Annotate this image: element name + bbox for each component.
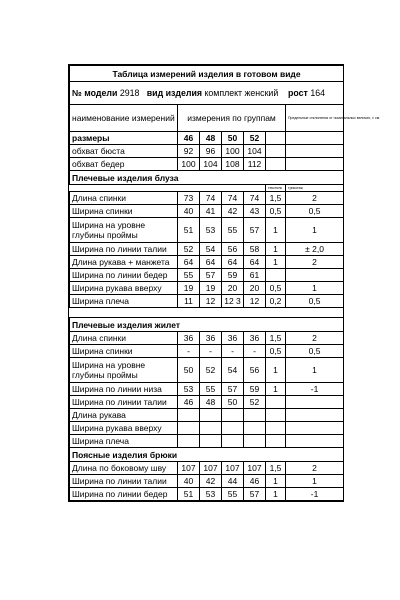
section-title-trousers: Поясные изделия брюки bbox=[70, 448, 344, 462]
tolerance-cell: 1,5 bbox=[266, 332, 286, 345]
empty-cell bbox=[266, 145, 286, 158]
empty-cell bbox=[286, 158, 344, 171]
tolerance-cell: 1 bbox=[266, 488, 286, 501]
table-row bbox=[70, 332, 344, 345]
size-value-cell: 74 bbox=[200, 192, 222, 205]
size-value-cell: 57 bbox=[244, 488, 266, 501]
size-value-cell: 64 bbox=[244, 256, 266, 269]
size-value-cell: 55 bbox=[200, 383, 222, 396]
size-value-cell: 44 bbox=[222, 475, 244, 488]
row-name: обхват бюста bbox=[70, 145, 178, 158]
tolerance-cell: 1,5 bbox=[266, 192, 286, 205]
table-row bbox=[70, 409, 344, 422]
size-value-cell bbox=[244, 422, 266, 435]
tolerance-cell: 0,5 bbox=[266, 205, 286, 218]
size-value-cell: 20 bbox=[244, 282, 266, 295]
size-value-cell: 36 bbox=[178, 332, 200, 345]
table-row bbox=[70, 192, 344, 205]
row-name: Ширина по линии талии bbox=[70, 475, 178, 488]
size-value-cell: 19 bbox=[200, 282, 222, 295]
size-value-cell: 59 bbox=[244, 383, 266, 396]
tolerance-cell: 2 bbox=[286, 256, 344, 269]
tolerance-cell: 1 bbox=[286, 358, 344, 383]
size-value-cell: 50 bbox=[178, 358, 200, 383]
empty-cell bbox=[286, 145, 344, 158]
size-value-cell bbox=[178, 409, 200, 422]
size-value-cell: 64 bbox=[200, 256, 222, 269]
table-row bbox=[70, 205, 344, 218]
size-value-cell: 57 bbox=[222, 383, 244, 396]
table-row bbox=[70, 383, 344, 396]
size-value-cell: 55 bbox=[222, 488, 244, 501]
tolerance-cell: 0,5 bbox=[286, 345, 344, 358]
size-value-cell: 12 bbox=[244, 295, 266, 308]
groups-header: измерения по группам bbox=[178, 105, 286, 132]
size-value-cell bbox=[222, 435, 244, 448]
cell: 104 bbox=[244, 145, 266, 158]
row-name: Ширина рукава вверху bbox=[70, 422, 178, 435]
empty-cell bbox=[286, 132, 344, 145]
row-name: Длина рукава + манжета bbox=[70, 256, 178, 269]
size-value-cell: 107 bbox=[178, 462, 200, 475]
measurement-table bbox=[69, 65, 381, 501]
size-value-cell: 57 bbox=[244, 218, 266, 243]
size-value-cell: 36 bbox=[200, 332, 222, 345]
table-row bbox=[70, 475, 344, 488]
tolerance-cell: 2 bbox=[286, 332, 344, 345]
size-value-cell: 12 3 bbox=[222, 295, 244, 308]
size-value-cell: 64 bbox=[178, 256, 200, 269]
tolerance-cell: 1,5 bbox=[266, 462, 286, 475]
tolerance-cell: 1 bbox=[286, 282, 344, 295]
size-value-cell: 59 bbox=[222, 269, 244, 282]
size-value-cell bbox=[178, 422, 200, 435]
section-title-blouse: Плечевые изделия блуза bbox=[70, 171, 344, 185]
size-value-cell: 58 bbox=[244, 243, 266, 256]
size-value-cell: 42 bbox=[200, 475, 222, 488]
tolerance-cell: 2 bbox=[286, 192, 344, 205]
size-value-cell: 107 bbox=[200, 462, 222, 475]
size-value-cell: 53 bbox=[200, 218, 222, 243]
tolerance-cell: -1 bbox=[286, 383, 344, 396]
cell: 112 bbox=[244, 158, 266, 171]
section-trousers-rows bbox=[70, 462, 344, 501]
model-info bbox=[70, 82, 344, 105]
sub-label-textile: текстиль bbox=[266, 185, 286, 192]
size-52: 52 bbox=[244, 132, 266, 145]
size-value-cell: 55 bbox=[222, 218, 244, 243]
row-name: Ширина по линии бедер bbox=[70, 488, 178, 501]
row-name: Ширина плеча bbox=[70, 435, 178, 448]
size-48: 48 bbox=[200, 132, 222, 145]
size-value-cell bbox=[200, 422, 222, 435]
tolerance-cell: 1 bbox=[266, 383, 286, 396]
size-value-cell bbox=[222, 422, 244, 435]
tolerance-cell bbox=[266, 422, 286, 435]
section-blouse-rows bbox=[70, 192, 344, 308]
table-row bbox=[70, 243, 344, 256]
size-value-cell bbox=[244, 435, 266, 448]
tolerance-cell: 1 bbox=[286, 218, 344, 243]
section-title-vest: Плечевые изделия жилет bbox=[70, 318, 344, 332]
size-value-cell: 52 bbox=[178, 243, 200, 256]
tolerance-cell bbox=[266, 396, 286, 409]
size-50: 50 bbox=[222, 132, 244, 145]
size-value-cell: 36 bbox=[244, 332, 266, 345]
table-row bbox=[70, 345, 344, 358]
size-value-cell: 54 bbox=[222, 358, 244, 383]
size-value-cell: - bbox=[222, 345, 244, 358]
table-row bbox=[70, 396, 344, 409]
size-value-cell: 11 bbox=[178, 295, 200, 308]
spacer bbox=[70, 308, 344, 318]
cell: 92 bbox=[178, 145, 200, 158]
tolerance-cell bbox=[266, 269, 286, 282]
model-label: № модели bbox=[72, 88, 118, 98]
table-row bbox=[70, 462, 344, 475]
kind-value: комплект женский bbox=[204, 88, 279, 98]
spacer bbox=[70, 185, 266, 192]
height-value: 164 bbox=[310, 88, 326, 98]
table-row bbox=[70, 256, 344, 269]
size-value-cell: 41 bbox=[200, 205, 222, 218]
name-header: наименование измерений bbox=[70, 105, 178, 132]
tolerance-cell: -1 bbox=[286, 488, 344, 501]
row-name: Ширина по линии бедер bbox=[70, 269, 178, 282]
tolerance-cell: 2 bbox=[286, 462, 344, 475]
cell: 96 bbox=[200, 145, 222, 158]
row-name: Ширина плеча bbox=[70, 295, 178, 308]
tolerance-cell: 1 bbox=[266, 256, 286, 269]
size-value-cell: 107 bbox=[222, 462, 244, 475]
tolerance-cell bbox=[286, 396, 344, 409]
tolerance-cell: 0,5 bbox=[266, 282, 286, 295]
size-value-cell: - bbox=[200, 345, 222, 358]
table-row bbox=[70, 488, 344, 501]
cell: 100 bbox=[178, 158, 200, 171]
size-value-cell: 56 bbox=[222, 243, 244, 256]
row-name: обхват бедер bbox=[70, 158, 178, 171]
row-name: Ширина на уровне глубины проймы bbox=[70, 218, 178, 243]
size-value-cell: 61 bbox=[244, 269, 266, 282]
size-value-cell: 52 bbox=[200, 358, 222, 383]
measurement-sheet bbox=[68, 64, 381, 502]
section-vest-rows bbox=[70, 332, 344, 448]
table-row bbox=[70, 282, 344, 295]
size-value-cell: 12 bbox=[200, 295, 222, 308]
tolerance-cell: ± 2,0 bbox=[286, 243, 344, 256]
model-value: 2918 bbox=[119, 88, 140, 98]
size-value-cell bbox=[178, 435, 200, 448]
tolerance-header: Предельные отклонения от номинальных величин, ± см. bbox=[286, 105, 344, 132]
tolerance-cell: 1 bbox=[266, 218, 286, 243]
row-name: Ширина на уровне глубины проймы bbox=[70, 358, 178, 383]
row-name: Длина по боковому шву bbox=[70, 462, 178, 475]
sub-label-knit: трикотаж bbox=[286, 185, 344, 192]
cell: 108 bbox=[222, 158, 244, 171]
tolerance-cell: 1 bbox=[266, 358, 286, 383]
size-value-cell: 51 bbox=[178, 488, 200, 501]
tolerance-cell: 1 bbox=[266, 475, 286, 488]
table-row bbox=[70, 218, 344, 243]
row-name: Ширина рукава вверху bbox=[70, 282, 178, 295]
size-value-cell: 52 bbox=[244, 396, 266, 409]
size-value-cell: - bbox=[178, 345, 200, 358]
size-value-cell: 46 bbox=[244, 475, 266, 488]
size-value-cell bbox=[200, 435, 222, 448]
row-name: Длина спинки bbox=[70, 192, 178, 205]
size-value-cell: 48 bbox=[200, 396, 222, 409]
sizes-label: размеры bbox=[70, 132, 178, 145]
cell: 104 bbox=[200, 158, 222, 171]
tolerance-cell bbox=[286, 409, 344, 422]
size-value-cell: 20 bbox=[222, 282, 244, 295]
size-value-cell: 53 bbox=[178, 383, 200, 396]
size-value-cell: 36 bbox=[222, 332, 244, 345]
height-label: рост bbox=[288, 88, 308, 98]
tolerance-cell bbox=[286, 422, 344, 435]
row-name: Длина рукава bbox=[70, 409, 178, 422]
size-value-cell: 40 bbox=[178, 205, 200, 218]
table-row bbox=[70, 295, 344, 308]
size-46: 46 bbox=[178, 132, 200, 145]
size-value-cell: 54 bbox=[200, 243, 222, 256]
size-value-cell: 40 bbox=[178, 475, 200, 488]
size-value-cell: 74 bbox=[244, 192, 266, 205]
table-row bbox=[70, 422, 344, 435]
table-row bbox=[70, 358, 344, 383]
tolerance-cell: 1 bbox=[266, 243, 286, 256]
kind-label: вид изделия bbox=[146, 88, 202, 98]
size-value-cell: 19 bbox=[178, 282, 200, 295]
size-value-cell: 50 bbox=[222, 396, 244, 409]
empty-cell bbox=[266, 158, 286, 171]
size-value-cell: 64 bbox=[222, 256, 244, 269]
size-value-cell: 73 bbox=[178, 192, 200, 205]
cell: 100 bbox=[222, 145, 244, 158]
size-value-cell: 55 bbox=[178, 269, 200, 282]
size-value-cell: 51 bbox=[178, 218, 200, 243]
size-value-cell: 107 bbox=[244, 462, 266, 475]
row-name: Ширина по линии низа bbox=[70, 383, 178, 396]
tolerance-cell bbox=[266, 435, 286, 448]
table-row bbox=[70, 269, 344, 282]
size-value-cell bbox=[244, 409, 266, 422]
size-value-cell: 56 bbox=[244, 358, 266, 383]
size-value-cell: 57 bbox=[200, 269, 222, 282]
row-name: Ширина по линии талии bbox=[70, 396, 178, 409]
row-name: Ширина спинки bbox=[70, 205, 178, 218]
tolerance-cell: 0,5 bbox=[266, 345, 286, 358]
table-row bbox=[70, 435, 344, 448]
empty-cell bbox=[266, 132, 286, 145]
size-value-cell: 74 bbox=[222, 192, 244, 205]
size-value-cell bbox=[200, 409, 222, 422]
row-name: Длина спинки bbox=[70, 332, 178, 345]
table-title: Таблица измерений изделия в готовом виде bbox=[70, 66, 344, 82]
size-value-cell: 42 bbox=[222, 205, 244, 218]
size-value-cell: - bbox=[244, 345, 266, 358]
tolerance-cell bbox=[286, 435, 344, 448]
tolerance-cell bbox=[266, 409, 286, 422]
tolerance-cell: 0,5 bbox=[286, 205, 344, 218]
tolerance-cell bbox=[286, 269, 344, 282]
row-name: Ширина спинки bbox=[70, 345, 178, 358]
tolerance-cell: 0,2 bbox=[266, 295, 286, 308]
tolerance-cell: 1 bbox=[286, 475, 344, 488]
tolerance-cell: 0,5 bbox=[286, 295, 344, 308]
row-name: Ширина по линии талии bbox=[70, 243, 178, 256]
size-value-cell: 53 bbox=[200, 488, 222, 501]
size-value-cell: 46 bbox=[178, 396, 200, 409]
size-value-cell bbox=[222, 409, 244, 422]
size-value-cell: 43 bbox=[244, 205, 266, 218]
